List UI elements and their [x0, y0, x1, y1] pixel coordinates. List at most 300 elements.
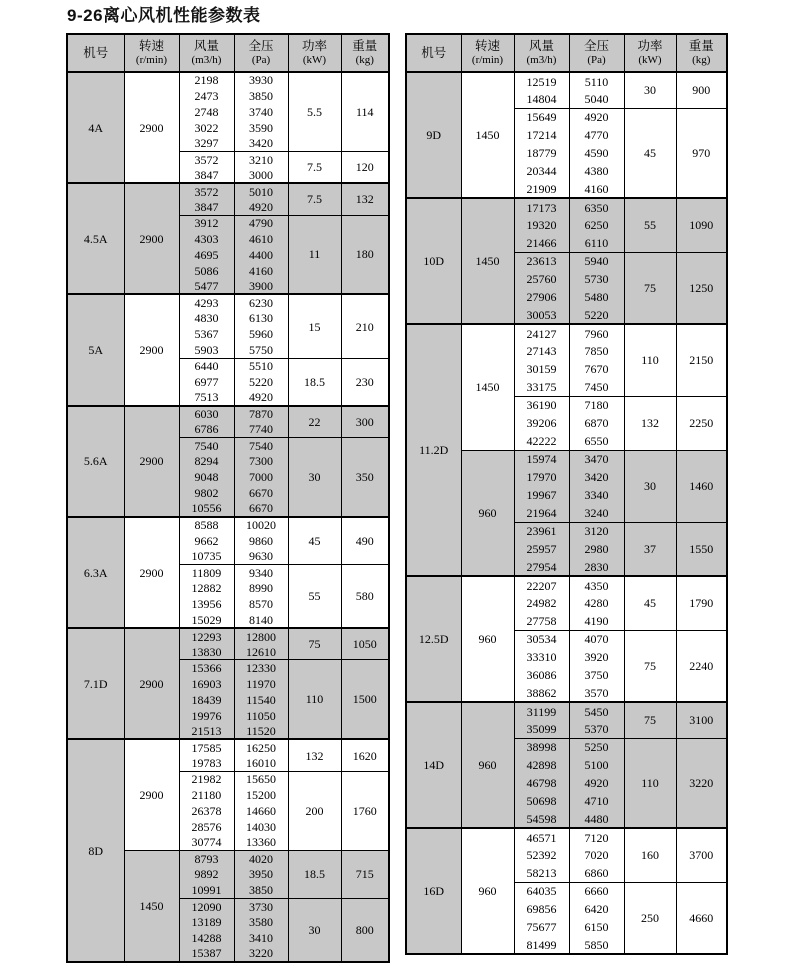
- flow-value: 7540: [179, 437, 234, 453]
- flow-value: 30534: [514, 630, 569, 648]
- power-value: 7.5: [288, 151, 341, 183]
- flow-value: 18779: [514, 144, 569, 162]
- pressure-value: 5220: [234, 374, 288, 390]
- flow-value: 13830: [179, 644, 234, 660]
- flow-value: 4303: [179, 231, 234, 247]
- pressure-value: 4380: [569, 162, 624, 180]
- power-value: 75: [288, 628, 341, 660]
- weight-value: 1090: [676, 198, 727, 252]
- pressure-value: 2830: [569, 558, 624, 576]
- flow-value: 21180: [179, 787, 234, 803]
- power-value: 11: [288, 215, 341, 294]
- flow-value: 11809: [179, 565, 234, 581]
- col-header-speed-unit: (r/min): [471, 54, 504, 66]
- flow-value: 12882: [179, 581, 234, 597]
- pressure-value: 3920: [569, 648, 624, 666]
- power-value: 45: [624, 108, 676, 198]
- pressure-value: 7020: [569, 846, 624, 864]
- flow-value: 15366: [179, 660, 234, 676]
- pressure-value: 3900: [234, 279, 288, 295]
- model-cell: 9D: [406, 72, 461, 198]
- fan-parameter-table-left: [66, 33, 390, 963]
- col-header-model: [67, 34, 124, 72]
- model-cell: 6.3A: [67, 517, 124, 628]
- pressure-value: 5510: [234, 358, 288, 374]
- pressure-value: 4480: [569, 810, 624, 828]
- power-value: 7.5: [288, 183, 341, 215]
- col-header-speed: [124, 34, 179, 72]
- power-value: 5.5: [288, 72, 341, 151]
- pressure-value: 4790: [234, 215, 288, 231]
- power-value: 200: [288, 771, 341, 850]
- weight-value: 2250: [676, 396, 727, 450]
- pressure-value: 3590: [234, 120, 288, 136]
- col-header-weight-unit: (kg): [355, 54, 374, 66]
- pressure-value: 11540: [234, 692, 288, 708]
- weight-value: 1250: [676, 252, 727, 324]
- flow-value: 3847: [179, 199, 234, 215]
- pressure-value: 4770: [569, 126, 624, 144]
- pressure-value: 3000: [234, 167, 288, 183]
- flow-value: 17970: [514, 468, 569, 486]
- table-row: [406, 828, 727, 846]
- pressure-value: 7870: [234, 406, 288, 422]
- flow-value: 2473: [179, 88, 234, 104]
- flow-value: 21909: [514, 180, 569, 198]
- flow-value: 9048: [179, 469, 234, 485]
- pressure-value: 4920: [569, 774, 624, 792]
- pressure-value: 4160: [234, 263, 288, 279]
- pressure-value: 3240: [569, 504, 624, 522]
- weight-value: 120: [341, 151, 389, 183]
- pressure-value: 3210: [234, 151, 288, 167]
- pressure-value: 5750: [234, 342, 288, 358]
- col-header-weight: [341, 34, 389, 72]
- flow-value: 39206: [514, 414, 569, 432]
- model-cell: 4.5A: [67, 183, 124, 294]
- model-cell: 14D: [406, 702, 461, 828]
- flow-value: 46571: [514, 828, 569, 846]
- flow-value: 21982: [179, 771, 234, 787]
- flow-value: 22207: [514, 576, 569, 594]
- flow-value: 23613: [514, 252, 569, 270]
- flow-value: 35099: [514, 720, 569, 738]
- weight-value: 230: [341, 358, 389, 406]
- power-value: 30: [288, 437, 341, 516]
- col-header-pressure-unit: (Pa): [587, 54, 606, 66]
- pressure-value: 3420: [234, 136, 288, 152]
- flow-value: 6440: [179, 358, 234, 374]
- flow-value: 21466: [514, 234, 569, 252]
- flow-value: 2198: [179, 72, 234, 88]
- model-cell: 11.2D: [406, 324, 461, 576]
- flow-value: 14288: [179, 930, 234, 946]
- pressure-value: 8140: [234, 612, 288, 628]
- pressure-value: 5730: [569, 270, 624, 288]
- model-cell: 10D: [406, 198, 461, 324]
- pressure-value: 9630: [234, 549, 288, 565]
- flow-value: 20344: [514, 162, 569, 180]
- col-header-pressure-label: 全压: [248, 39, 274, 53]
- speed-cell: 1450: [461, 198, 514, 324]
- flow-value: 6786: [179, 422, 234, 438]
- flow-value: 2748: [179, 104, 234, 120]
- flow-value: 10991: [179, 882, 234, 898]
- weight-value: 210: [341, 294, 389, 358]
- col-header-model-label: 机号: [83, 45, 109, 60]
- pressure-value: 16010: [234, 755, 288, 771]
- flow-value: 5903: [179, 342, 234, 358]
- flow-value: 38998: [514, 738, 569, 756]
- power-value: 22: [288, 406, 341, 438]
- pressure-value: 6660: [569, 882, 624, 900]
- pressure-value: 3570: [569, 684, 624, 702]
- speed-cell: 1450: [461, 72, 514, 198]
- pressure-value: 3420: [569, 468, 624, 486]
- power-value: 55: [624, 198, 676, 252]
- col-header-weight-unit: (kg): [692, 54, 711, 66]
- flow-value: 30159: [514, 360, 569, 378]
- pressure-value: 4020: [234, 851, 288, 867]
- pressure-value: 6230: [234, 294, 288, 310]
- pressure-value: 12610: [234, 644, 288, 660]
- flow-value: 3912: [179, 215, 234, 231]
- pressure-value: 11520: [234, 724, 288, 740]
- pressure-value: 4920: [569, 108, 624, 126]
- weight-value: 490: [341, 517, 389, 565]
- flow-value: 12519: [514, 72, 569, 90]
- pressure-value: 5450: [569, 702, 624, 720]
- pressure-value: 6670: [234, 485, 288, 501]
- flow-value: 81499: [514, 936, 569, 954]
- weight-value: 2150: [676, 324, 727, 396]
- pressure-value: 6870: [569, 414, 624, 432]
- flow-value: 8294: [179, 453, 234, 469]
- flow-value: 30774: [179, 835, 234, 851]
- flow-value: 54598: [514, 810, 569, 828]
- flow-value: 19976: [179, 708, 234, 724]
- flow-value: 69856: [514, 900, 569, 918]
- power-value: 55: [288, 565, 341, 629]
- pressure-value: 5040: [569, 90, 624, 108]
- table-row: [406, 72, 727, 90]
- page-title: 9-26离心风机性能参数表: [67, 6, 261, 25]
- pressure-value: 4190: [569, 612, 624, 630]
- weight-value: 900: [676, 72, 727, 108]
- weight-value: 3700: [676, 828, 727, 882]
- flow-value: 42222: [514, 432, 569, 450]
- flow-value: 4293: [179, 294, 234, 310]
- flow-value: 8588: [179, 517, 234, 533]
- pressure-value: 11050: [234, 708, 288, 724]
- flow-value: 50698: [514, 792, 569, 810]
- pressure-value: 4610: [234, 231, 288, 247]
- flow-value: 12293: [179, 628, 234, 644]
- flow-value: 9892: [179, 867, 234, 883]
- flow-value: 36190: [514, 396, 569, 414]
- flow-value: 15387: [179, 946, 234, 962]
- pressure-value: 5110: [569, 72, 624, 90]
- flow-value: 27143: [514, 342, 569, 360]
- pressure-value: 3930: [234, 72, 288, 88]
- flow-value: 30053: [514, 306, 569, 324]
- pressure-value: 16250: [234, 739, 288, 755]
- col-header-flow-unit: (m3/h): [526, 54, 557, 66]
- table-row: [406, 324, 727, 342]
- weight-value: 1500: [341, 660, 389, 739]
- flow-value: 33175: [514, 378, 569, 396]
- flow-value: 6977: [179, 374, 234, 390]
- flow-value: 64035: [514, 882, 569, 900]
- pressure-value: 15200: [234, 787, 288, 803]
- pressure-value: 2980: [569, 540, 624, 558]
- col-header-power-label: 功率: [301, 39, 327, 53]
- col-header-flow: [179, 34, 234, 72]
- table-row: [67, 406, 389, 422]
- pressure-value: 6550: [569, 432, 624, 450]
- flow-value: 10735: [179, 549, 234, 565]
- power-value: 110: [624, 738, 676, 828]
- flow-value: 19783: [179, 755, 234, 771]
- pressure-value: 15650: [234, 771, 288, 787]
- pressure-value: 7540: [234, 437, 288, 453]
- table-row: [67, 72, 389, 88]
- pressure-value: 6350: [569, 198, 624, 216]
- pressure-value: 4160: [569, 180, 624, 198]
- power-value: 18.5: [288, 851, 341, 899]
- pressure-value: 3850: [234, 88, 288, 104]
- pressure-value: 7850: [569, 342, 624, 360]
- flow-value: 17214: [514, 126, 569, 144]
- pressure-value: 5370: [569, 720, 624, 738]
- pressure-value: 3340: [569, 486, 624, 504]
- speed-cell: 2900: [124, 517, 179, 628]
- weight-value: 180: [341, 215, 389, 294]
- pressure-value: 6130: [234, 310, 288, 326]
- speed-cell: 960: [461, 576, 514, 702]
- weight-value: 114: [341, 72, 389, 151]
- speed-cell: 2900: [124, 72, 179, 183]
- flow-value: 17173: [514, 198, 569, 216]
- table-row: [406, 198, 727, 216]
- flow-value: 27954: [514, 558, 569, 576]
- power-value: 30: [624, 72, 676, 108]
- power-value: 132: [624, 396, 676, 450]
- model-cell: 12.5D: [406, 576, 461, 702]
- pressure-value: 7450: [569, 378, 624, 396]
- pressure-value: 5250: [569, 738, 624, 756]
- flow-value: 4830: [179, 310, 234, 326]
- weight-value: 970: [676, 108, 727, 198]
- flow-value: 38862: [514, 684, 569, 702]
- col-header-flow-label: 风量: [193, 39, 219, 53]
- pressure-value: 8570: [234, 596, 288, 612]
- pressure-value: 3750: [569, 666, 624, 684]
- flow-value: 15029: [179, 612, 234, 628]
- col-header-speed-unit: (r/min): [135, 54, 168, 66]
- pressure-value: 4920: [234, 199, 288, 215]
- flow-value: 17585: [179, 739, 234, 755]
- table-row: [67, 517, 389, 533]
- col-header-pressure-label: 全压: [583, 39, 609, 53]
- flow-value: 24982: [514, 594, 569, 612]
- pressure-value: 3220: [234, 946, 288, 962]
- col-header-power-unit: (kW): [638, 54, 662, 66]
- pressure-value: 8990: [234, 581, 288, 597]
- flow-value: 25760: [514, 270, 569, 288]
- power-value: 75: [624, 702, 676, 738]
- pressure-value: 3580: [234, 914, 288, 930]
- flow-value: 21964: [514, 504, 569, 522]
- header-row: [406, 34, 727, 72]
- pressure-value: 6860: [569, 864, 624, 882]
- pressure-value: 12800: [234, 628, 288, 644]
- pressure-value: 3740: [234, 104, 288, 120]
- pressure-value: 14030: [234, 819, 288, 835]
- flow-value: 26378: [179, 803, 234, 819]
- pressure-value: 5960: [234, 326, 288, 342]
- pressure-value: 3410: [234, 930, 288, 946]
- weight-value: 1620: [341, 739, 389, 771]
- table-row: [67, 628, 389, 644]
- pressure-value: 5480: [569, 288, 624, 306]
- power-value: 45: [288, 517, 341, 565]
- pressure-value: 7740: [234, 422, 288, 438]
- power-value: 45: [624, 576, 676, 630]
- weight-value: 715: [341, 851, 389, 899]
- power-value: 110: [624, 324, 676, 396]
- col-header-pressure-unit: (Pa): [251, 54, 271, 66]
- pressure-value: 6150: [569, 918, 624, 936]
- flow-value: 46798: [514, 774, 569, 792]
- flow-value: 5086: [179, 263, 234, 279]
- pressure-value: 4710: [569, 792, 624, 810]
- flow-value: 52392: [514, 846, 569, 864]
- pressure-value: 13360: [234, 835, 288, 851]
- pressure-value: 11970: [234, 676, 288, 692]
- flow-value: 23961: [514, 522, 569, 540]
- power-value: 75: [624, 252, 676, 324]
- flow-value: 9802: [179, 485, 234, 501]
- speed-cell: 2900: [124, 183, 179, 294]
- power-value: 30: [624, 450, 676, 522]
- table-row: [67, 183, 389, 199]
- weight-value: 300: [341, 406, 389, 438]
- pressure-value: 3730: [234, 898, 288, 914]
- weight-value: 800: [341, 898, 389, 962]
- header-row: [67, 34, 389, 72]
- flow-value: 31199: [514, 702, 569, 720]
- power-value: 160: [624, 828, 676, 882]
- flow-value: 7513: [179, 390, 234, 406]
- power-value: 132: [288, 739, 341, 771]
- col-header-speed: [461, 34, 514, 72]
- pressure-value: 5850: [569, 936, 624, 954]
- flow-value: 15974: [514, 450, 569, 468]
- weight-value: 3100: [676, 702, 727, 738]
- flow-value: 25957: [514, 540, 569, 558]
- flow-value: 13956: [179, 596, 234, 612]
- pressure-value: 3470: [569, 450, 624, 468]
- model-cell: 16D: [406, 828, 461, 954]
- flow-value: 8793: [179, 851, 234, 867]
- col-header-pressure: [569, 34, 624, 72]
- col-header-power: [288, 34, 341, 72]
- flow-value: 15649: [514, 108, 569, 126]
- flow-value: 13189: [179, 914, 234, 930]
- pressure-value: 7670: [569, 360, 624, 378]
- col-header-weight: [676, 34, 727, 72]
- pressure-value: 4070: [569, 630, 624, 648]
- col-header-power: [624, 34, 676, 72]
- weight-value: 2240: [676, 630, 727, 702]
- flow-value: 3572: [179, 151, 234, 167]
- col-header-weight-label: 重量: [352, 39, 378, 53]
- weight-value: 350: [341, 437, 389, 516]
- flow-value: 10556: [179, 501, 234, 517]
- model-cell: 5A: [67, 294, 124, 405]
- col-header-speed-label: 转速: [474, 39, 500, 53]
- power-value: 37: [624, 522, 676, 576]
- weight-value: 1050: [341, 628, 389, 660]
- weight-value: 4660: [676, 882, 727, 954]
- col-header-flow-label: 风量: [528, 39, 554, 53]
- flow-value: 4695: [179, 247, 234, 263]
- col-header-speed-label: 转速: [138, 39, 164, 53]
- col-header-model: [406, 34, 461, 72]
- model-cell: 4A: [67, 72, 124, 183]
- power-value: 110: [288, 660, 341, 739]
- pressure-value: 14660: [234, 803, 288, 819]
- weight-value: 580: [341, 565, 389, 629]
- flow-value: 6030: [179, 406, 234, 422]
- table-row: [406, 576, 727, 594]
- model-cell: 7.1D: [67, 628, 124, 739]
- col-header-weight-label: 重量: [688, 39, 714, 53]
- pressure-value: 7120: [569, 828, 624, 846]
- speed-cell: 960: [461, 702, 514, 828]
- pressure-value: 4590: [569, 144, 624, 162]
- power-value: 15: [288, 294, 341, 358]
- power-value: 75: [624, 630, 676, 702]
- flow-value: 58213: [514, 864, 569, 882]
- pressure-value: 9340: [234, 565, 288, 581]
- flow-value: 12090: [179, 898, 234, 914]
- flow-value: 28576: [179, 819, 234, 835]
- flow-value: 24127: [514, 324, 569, 342]
- weight-value: 1760: [341, 771, 389, 850]
- speed-cell: 2900: [124, 739, 179, 850]
- pressure-value: 3120: [569, 522, 624, 540]
- speed-cell: 960: [461, 450, 514, 576]
- fan-parameter-table-right: [405, 33, 728, 955]
- weight-value: 3220: [676, 738, 727, 828]
- power-value: 250: [624, 882, 676, 954]
- flow-value: 5477: [179, 279, 234, 295]
- flow-value: 36086: [514, 666, 569, 684]
- flow-value: 33310: [514, 648, 569, 666]
- flow-value: 42898: [514, 756, 569, 774]
- pressure-value: 4920: [234, 390, 288, 406]
- speed-cell: 1450: [461, 324, 514, 450]
- col-header-power-unit: (kW): [302, 54, 327, 66]
- flow-value: 27758: [514, 612, 569, 630]
- power-value: 18.5: [288, 358, 341, 406]
- col-header-model-label: 机号: [421, 45, 447, 60]
- flow-value: 27906: [514, 288, 569, 306]
- pressure-value: 10020: [234, 517, 288, 533]
- pressure-value: 12330: [234, 660, 288, 676]
